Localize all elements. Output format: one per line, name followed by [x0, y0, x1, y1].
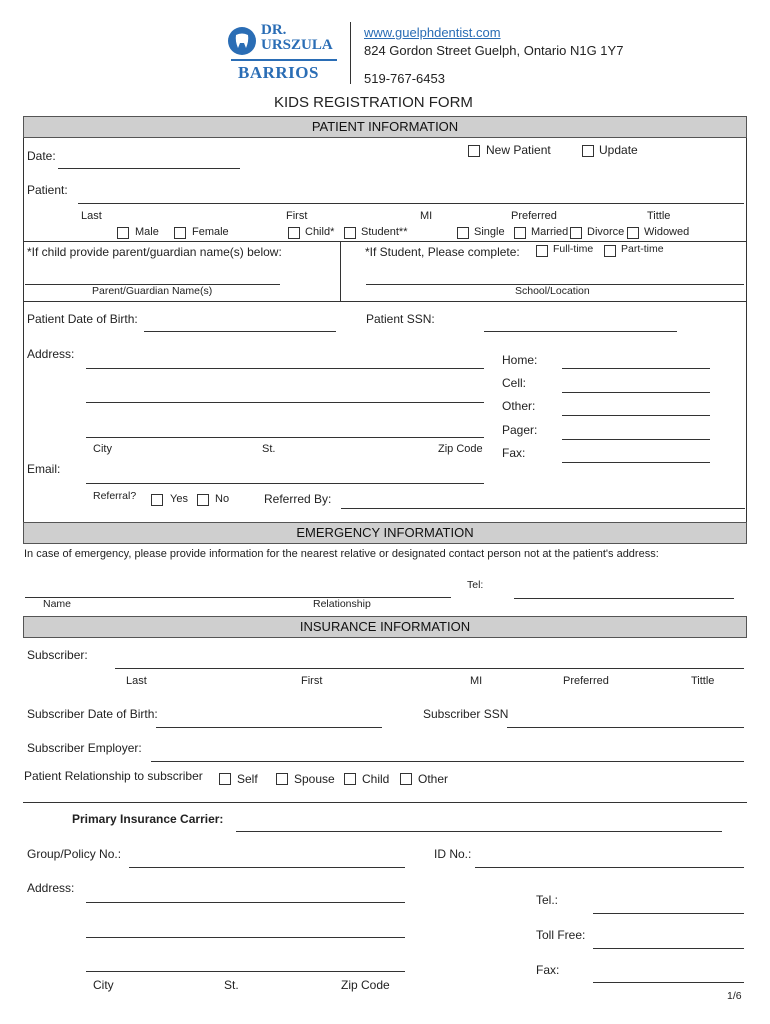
ins-address-field-1[interactable]	[86, 902, 405, 903]
new-patient-checkbox[interactable]	[468, 145, 480, 157]
married-checkbox[interactable]	[514, 227, 526, 239]
logo-line3: BARRIOS	[238, 63, 319, 82]
dob-field[interactable]	[144, 331, 336, 332]
cell-label: Cell:	[502, 376, 527, 390]
cell-field[interactable]	[562, 392, 710, 393]
address-label: Address:	[27, 347, 75, 361]
rel-other-checkbox[interactable]	[400, 773, 412, 785]
subscriber-ssn-label: Subscriber SSN	[423, 707, 509, 721]
referral-label: Referral?	[93, 490, 137, 502]
rel-child-checkbox[interactable]	[344, 773, 356, 785]
city-caption: City	[93, 443, 112, 455]
guardian-note: *If child provide parent/guardian name(s) below:	[27, 245, 282, 259]
frame-right	[746, 138, 747, 523]
fax-field[interactable]	[562, 462, 710, 463]
new-patient-label: New Patient	[486, 143, 551, 157]
email-label: Email:	[27, 462, 61, 476]
female-label: Female	[192, 226, 229, 238]
subscriber-label: Subscriber:	[27, 648, 88, 662]
ins-zip-caption: Zip Code	[341, 978, 390, 992]
widowed-checkbox[interactable]	[627, 227, 639, 239]
child-label: Child*	[305, 226, 335, 238]
ins-tollfree-label: Toll Free:	[536, 928, 586, 942]
frame-left	[23, 138, 24, 523]
ins-address-label: Address:	[27, 881, 75, 895]
subscriber-ssn-field[interactable]	[507, 727, 744, 728]
zip-caption: Zip Code	[438, 443, 483, 455]
email-field[interactable]	[86, 483, 484, 484]
update-checkbox[interactable]	[582, 145, 594, 157]
rel-other-label: Other	[418, 772, 449, 786]
address-field-3[interactable]	[86, 437, 484, 438]
referral-no-label: No	[215, 493, 230, 505]
referral-yes-checkbox[interactable]	[151, 494, 163, 506]
single-checkbox[interactable]	[457, 227, 469, 239]
carrier-label: Primary Insurance Carrier:	[72, 812, 224, 826]
ins-col-last: Last	[126, 675, 147, 687]
school-caption: School/Location	[515, 285, 590, 297]
website-link[interactable]: www.guelphdentist.com	[364, 25, 501, 40]
ssn-field[interactable]	[484, 331, 677, 332]
rel-spouse-checkbox[interactable]	[276, 773, 288, 785]
col-first: First	[286, 210, 308, 222]
ins-address-field-3[interactable]	[86, 971, 405, 972]
employer-field[interactable]	[151, 761, 744, 762]
col-last: Last	[81, 210, 102, 222]
logo-line1: DR.	[261, 22, 287, 38]
subscriber-name-field[interactable]	[115, 668, 744, 669]
patient-label: Patient:	[27, 183, 68, 197]
insurance-divider	[23, 802, 747, 803]
parttime-label: Part-time	[621, 243, 664, 255]
divider-dob	[23, 301, 747, 302]
logo	[228, 22, 340, 84]
fulltime-label: Full-time	[553, 243, 594, 255]
date-field[interactable]	[58, 168, 240, 169]
female-checkbox[interactable]	[174, 227, 186, 239]
emergency-name-caption: Name	[43, 598, 72, 610]
subscriber-dob-field[interactable]	[156, 727, 382, 728]
home-label: Home:	[502, 353, 538, 367]
carrier-field[interactable]	[236, 831, 722, 832]
emergency-tel-label: Tel:	[467, 579, 484, 591]
ins-col-title: Tittle	[691, 675, 715, 687]
male-label: Male	[135, 226, 159, 238]
student-note: *If Student, Please complete:	[365, 245, 520, 259]
ins-fax-label: Fax:	[536, 963, 560, 977]
ins-col-preferred: Preferred	[563, 675, 609, 687]
group-field[interactable]	[129, 867, 405, 868]
divorce-checkbox[interactable]	[570, 227, 582, 239]
clinic-phone: 519-767-6453	[364, 71, 445, 86]
ins-col-mi: MI	[470, 675, 483, 687]
student-checkbox[interactable]	[344, 227, 356, 239]
rel-self-checkbox[interactable]	[219, 773, 231, 785]
emergency-relationship-caption: Relationship	[313, 598, 371, 610]
form-title: KIDS REGISTRATION FORM	[274, 94, 473, 111]
subscriber-dob-label: Subscriber Date of Birth:	[27, 707, 158, 721]
referred-by-label: Referred By:	[264, 492, 332, 506]
pager-field[interactable]	[562, 439, 710, 440]
emergency-note: In case of emergency, please provide information for the nearest relative or designated contact person not at the patient's address:	[24, 548, 659, 560]
child-checkbox[interactable]	[288, 227, 300, 239]
logo-rule	[231, 59, 337, 61]
header-divider	[350, 22, 351, 84]
male-checkbox[interactable]	[117, 227, 129, 239]
patient-name-field[interactable]	[78, 203, 744, 204]
patient-section-bar: PATIENT INFORMATION	[23, 116, 747, 138]
id-label: ID No.:	[434, 847, 472, 861]
id-field[interactable]	[475, 867, 744, 868]
update-label: Update	[599, 143, 638, 157]
date-label: Date:	[27, 149, 56, 163]
col-title: Tittle	[647, 210, 671, 222]
divorce-label: Divorce	[587, 226, 625, 238]
ins-city-caption: City	[93, 978, 114, 992]
pager-label: Pager:	[502, 423, 538, 437]
dob-label: Patient Date of Birth:	[27, 312, 138, 326]
married-label: Married	[531, 226, 569, 238]
widowed-label: Widowed	[644, 226, 690, 238]
logo-line2: URSZULA	[261, 37, 333, 53]
referral-yes-label: Yes	[170, 493, 188, 505]
ins-address-field-2[interactable]	[86, 937, 405, 938]
divider-guardian	[23, 241, 747, 242]
emergency-name-field[interactable]	[25, 597, 451, 598]
other-phone-field[interactable]	[562, 415, 710, 416]
fulltime-checkbox[interactable]	[536, 245, 548, 257]
address-field-1[interactable]	[86, 368, 484, 369]
referral-no-checkbox[interactable]	[197, 494, 209, 506]
tooth-icon	[228, 26, 256, 56]
ins-col-first: First	[301, 675, 323, 687]
ins-tel-field[interactable]	[593, 913, 744, 914]
emergency-section-bar: EMERGENCY INFORMATION	[23, 522, 747, 544]
ins-tel-label: Tel.:	[536, 893, 559, 907]
employer-label: Subscriber Employer:	[27, 741, 142, 755]
ssn-label: Patient SSN:	[366, 312, 435, 326]
home-field[interactable]	[562, 368, 710, 369]
group-label: Group/Policy No.:	[27, 847, 122, 861]
col-mi: MI	[420, 210, 433, 222]
emergency-tel-field[interactable]	[514, 598, 734, 599]
ins-tollfree-field[interactable]	[593, 948, 744, 949]
referred-by-field[interactable]	[341, 508, 745, 509]
page-number: 1/6	[727, 990, 742, 1002]
single-label: Single	[474, 226, 505, 238]
clinic-address: 824 Gordon Street Guelph, Ontario N1G 1Y7	[364, 43, 624, 58]
insurance-section-bar: INSURANCE INFORMATION	[23, 616, 747, 638]
other-label: Other:	[502, 399, 536, 413]
address-field-2[interactable]	[86, 402, 484, 403]
relationship-label: Patient Relationship to subscriber	[24, 769, 203, 783]
rel-self-label: Self	[237, 772, 258, 786]
guardian-caption: Parent/Guardian Name(s)	[92, 285, 213, 297]
rel-child-label: Child	[362, 772, 390, 786]
parttime-checkbox[interactable]	[604, 245, 616, 257]
ins-fax-field[interactable]	[593, 982, 744, 983]
ins-st-caption: St.	[224, 978, 239, 992]
fax-label: Fax:	[502, 446, 526, 460]
divider-guardian-vertical	[340, 241, 341, 301]
student-label: Student**	[361, 226, 408, 238]
col-preferred: Preferred	[511, 210, 557, 222]
rel-spouse-label: Spouse	[294, 772, 335, 786]
st-caption: St.	[262, 443, 276, 455]
